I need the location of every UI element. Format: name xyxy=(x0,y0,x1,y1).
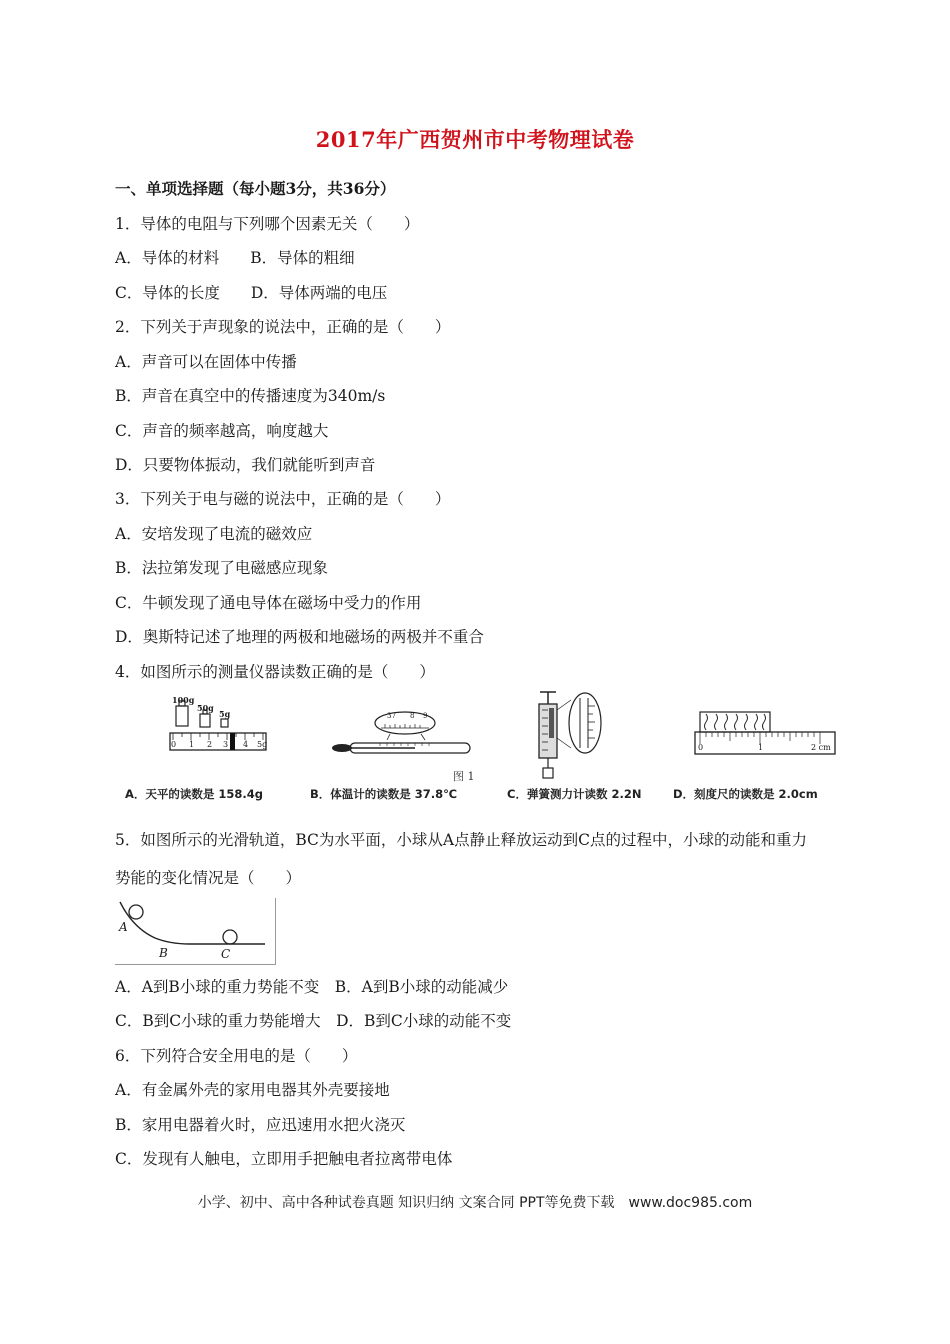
q4-stem: 4．如图所示的测量仪器读数正确的是（ ） xyxy=(115,663,435,681)
q2-option-b: B．声音在真空中的传播速度为340m/s xyxy=(115,387,386,405)
q3-option-b: B．法拉第发现了电磁感应现象 xyxy=(115,559,328,577)
q6-option-c: C．发现有人触电，立即用手把触电者拉离带电体 xyxy=(115,1150,453,1168)
q6-stem: 6．下列符合安全用电的是（ ） xyxy=(115,1047,358,1065)
q1-options-row1: A．导体的材料 B．导体的粗细 xyxy=(115,249,355,267)
q1-options-row2: C．导体的长度 D．导体两端的电压 xyxy=(115,284,388,302)
q1-stem: 1．导体的电阻与下列哪个因素无关（ ） xyxy=(115,215,420,233)
thermo-tick-37: 37 xyxy=(387,712,396,720)
balance-figure xyxy=(115,688,275,778)
q5-stem-line1: 5．如图所示的光滑轨道，BC为水平面，小球从A点静止释放运动到C点的过程中，小球的动能和重力 xyxy=(115,831,807,849)
q2-stem: 2．下列关于声现象的说法中，正确的是（ ） xyxy=(115,318,451,336)
point-label-c: C xyxy=(221,947,231,961)
q4-figures xyxy=(115,688,835,808)
balance-drawing xyxy=(115,688,275,778)
q3-stem: 3．下列关于电与磁的说法中，正确的是（ ） xyxy=(115,490,451,508)
q2-option-a: A．声音可以在固体中传播 xyxy=(115,353,297,371)
q2-option-d: D．只要物体振动，我们就能听到声音 xyxy=(115,456,376,474)
q5-options-row2: C．B到C小球的重力势能增大 D．B到C小球的动能不变 xyxy=(115,1012,512,1030)
q5-options-row1: A．A到B小球的重力势能不变 B．A到B小球的动能减少 xyxy=(115,978,509,996)
q2-option-c: C．声音的频率越高，响度越大 xyxy=(115,422,329,440)
spring-scale-drawing xyxy=(525,688,655,783)
page-title: 2017年广西贺州市中考物理试卷 xyxy=(315,127,635,152)
q3-option-d: D．奥斯特记述了地理的两极和地磁场的两极并不重合 xyxy=(115,628,484,646)
section-heading: 一、单项选择题（每小题3分，共36分） xyxy=(115,179,396,198)
fig-c-caption: C．弹簧测力计读数 2.2N xyxy=(507,787,642,801)
q6-option-a: A．有金属外壳的家用电器其外壳要接地 xyxy=(115,1081,390,1099)
point-label-b: B xyxy=(159,946,168,960)
fig-b-caption: B．体温计的读数是 37.8℃ xyxy=(310,787,458,801)
ruler-drawing xyxy=(675,688,845,783)
thermo-tick-8: 8 xyxy=(410,712,415,720)
fig-d-caption: D．刻度尺的读数是 2.0cm xyxy=(673,787,818,801)
balance-tick-1: 1 xyxy=(189,740,195,749)
q3-option-c: C．牛顿发现了通电导体在磁场中受力的作用 xyxy=(115,594,422,612)
ruler-tick-0: 0 xyxy=(698,743,704,752)
weight-label-1: 100g xyxy=(172,695,195,705)
page-footer: 小学、初中、高中各种试卷真题 知识归纳 文案合同 PPT等免费下载 www.doc985.com xyxy=(197,1195,753,1211)
q6-option-b: B．家用电器着火时，应迅速用水把火浇灭 xyxy=(115,1116,406,1134)
balance-tick-4: 4 xyxy=(243,740,249,749)
figure-label: 图 1 xyxy=(453,770,475,783)
weight-label-3: 5g xyxy=(219,709,231,719)
track-drawing xyxy=(115,898,275,964)
ruler-tick-2: 2 cm xyxy=(811,743,831,752)
q5-stem-line2: 势能的变化情况是（ ） xyxy=(115,869,302,887)
balance-tick-3: 3 xyxy=(223,740,229,749)
thermometer-figure xyxy=(325,688,505,778)
balance-tick-5: 5g xyxy=(257,740,268,749)
balance-tick-2: 2 xyxy=(207,740,213,749)
ruler-tick-1: 1 xyxy=(758,743,764,752)
thermometer-drawing xyxy=(325,688,505,778)
spring-scale-figure xyxy=(525,688,655,783)
fig-a-caption: A．天平的读数是 158.4g xyxy=(125,787,264,801)
thermo-tick-9: 9 xyxy=(423,712,428,720)
weight-label-2: 50g xyxy=(197,703,214,713)
ruler-figure xyxy=(675,688,845,783)
track-figure xyxy=(115,898,276,965)
point-label-a: A xyxy=(119,920,128,934)
balance-tick-0: 0 xyxy=(171,740,177,749)
q3-option-a: A．安培发现了电流的磁效应 xyxy=(115,525,313,543)
